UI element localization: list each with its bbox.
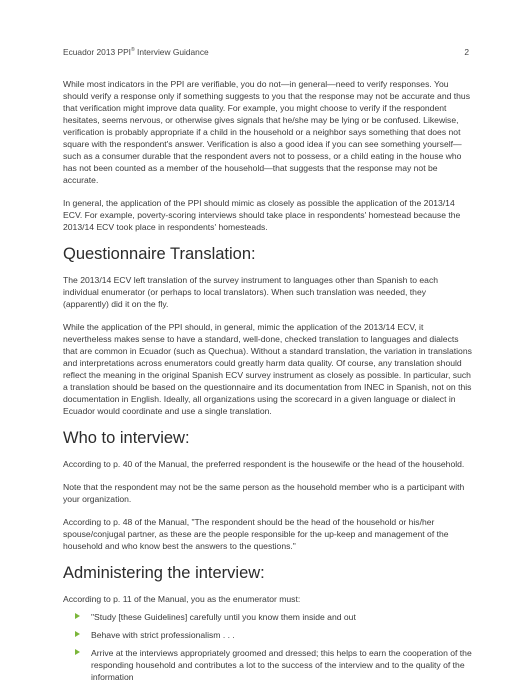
list-item: Arrive at the interviews appropriately groomed and dressed; this helps to earn the cooperation of the responding household and contributes a lot to the success of the interview and to the quality of the information (81, 647, 473, 683)
header-title: Ecuador 2013 PPI® Interview Guidance (63, 47, 209, 57)
section-heading-who: Who to interview: (63, 429, 190, 447)
who-paragraph: According to p. 40 of the Manual, the preferred respondent is the housewife or the head of the household. (63, 459, 465, 469)
admin-bullet-list (63, 611, 473, 683)
intro-paragraph: In general, the application of the PPI should mimic as closely as possible the application of the 2013/14 ECV. For example, poverty-scoring interviews should take place in respondents' homestead because the 2013/14 ECV took place in respondents' homesteads. (63, 198, 461, 232)
section-heading-admin: Administering the interview: (63, 564, 265, 582)
page-number: 2 (464, 47, 469, 57)
who-paragraph: According to p. 48 of the Manual, "The respondent should be the head of the household or his/her spouse/conjugal partner, as these are the people responsible for the up-keep and management of the household and who know best the answers to the questions." (63, 517, 449, 551)
page-header (63, 47, 469, 57)
section-heading-translation: Questionnaire Translation: (63, 245, 256, 263)
bullet-triangle-icon (75, 649, 80, 655)
translation-paragraph: While the application of the PPI should, in general, mimic the application of the 2013/14 ECV, it nevertheless makes sense to have a standard, well-done, checked translation to languages and dialects that are common in Ecuador (such as Quechua). Without a standard translation, the variation in translations and interpretations across enumerators could greatly harm data quality. Of course, any translation should reflect the meaning in the original Spanish ECV survey instrument as closely as possible. In particular, such a translation should be based on the questionnaire and its documentation from INEC in Spanish, not on this documentation in English. Ideally, all organizations using the scorecard in a given language or dialect in Ecuador would coordinate and use a single translation. (63, 322, 472, 416)
intro-paragraph: While most indicators in the PPI are verifiable, you do not—in general—need to verify responses. You should verify a response only if something suggests to you that the response may not be accurate and thus that verification might improve data quality. For example, you might choose to verify if the respondent hesitates, seems nervous, or otherwise gives signals that he/she may be lying or be confused. Likewise, verification is probably appropriate if a child in the household or a neighbor says something that does not square with the respondent's answer. Verification is also a good idea if you can see something yourself—such as a consumer durable that the respondent avers not to possess, or a child eating in the house who has not been counted as a member of the household—that suggests that the response may not be accurate. (63, 79, 471, 185)
list-item: Behave with strict professionalism . . . (81, 629, 473, 641)
who-paragraph: Note that the respondent may not be the same person as the household member who is a participant with your organization. (63, 482, 465, 504)
document-body (63, 78, 473, 689)
admin-intro: According to p. 11 of the Manual, you as the enumerator must: (63, 594, 301, 604)
bullet-triangle-icon (75, 631, 80, 637)
translation-paragraph: The 2013/14 ECV left translation of the survey instrument to languages other than Spanish to each individual enumerator (or perhaps to local translators). When such translation was needed, they (apparently) did it on the fly. (63, 275, 439, 309)
bullet-triangle-icon (75, 613, 80, 619)
list-item: "Study [these Guidelines] carefully until you know them inside and out (81, 611, 473, 623)
